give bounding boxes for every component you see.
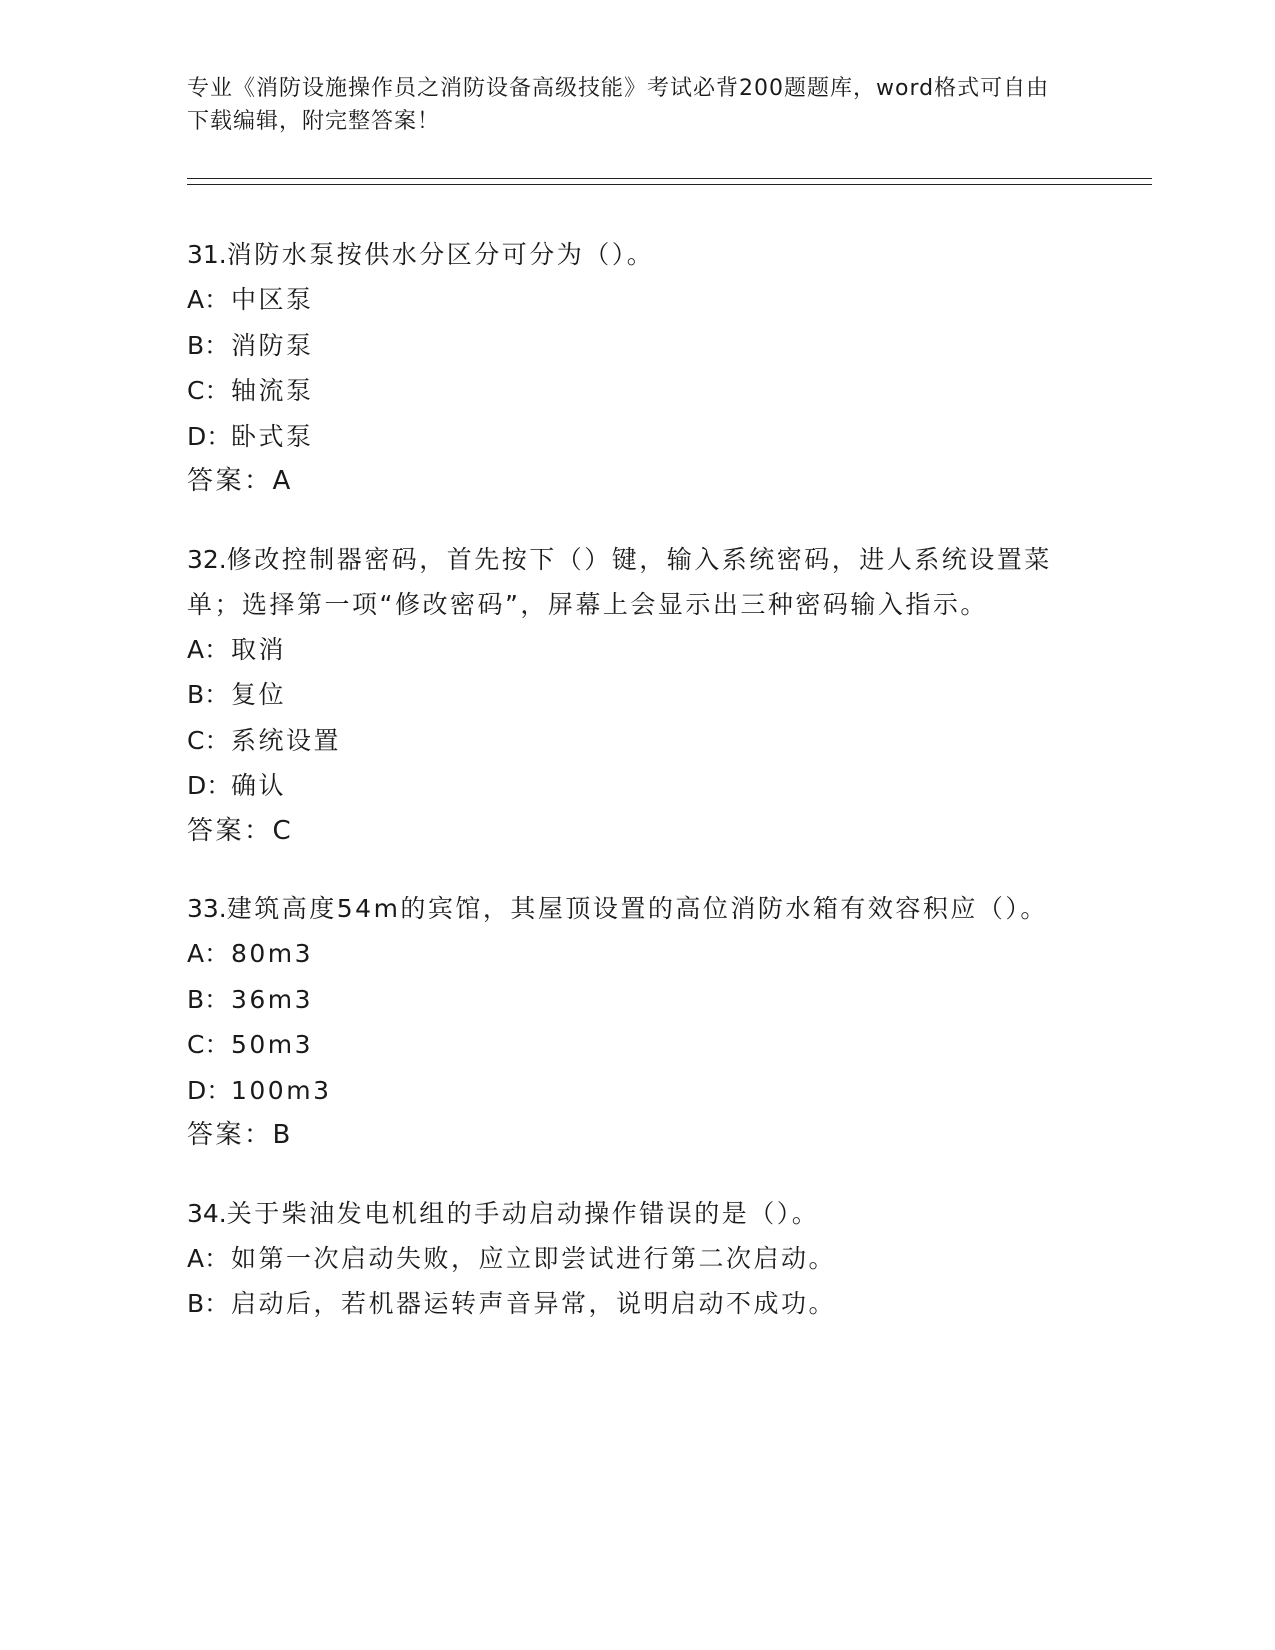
option-d xyxy=(187,763,1087,809)
question-text: 修改控制器密码，首先按下（）键，输入系统密码，进人系统设置菜单；选择第一项“修改密码”，屏幕上会显示出三种密码输入指示。 xyxy=(187,544,1052,619)
option-letter: C： xyxy=(187,1030,230,1059)
option-letter: A： xyxy=(187,634,230,664)
answer-line xyxy=(187,1113,1087,1159)
option-c xyxy=(187,718,1087,764)
answer-line xyxy=(187,459,1087,505)
question-32 xyxy=(187,537,1087,855)
option-letter: C： xyxy=(187,725,230,755)
question-text: 消防水泵按供水分区分可分为（）。 xyxy=(226,240,655,269)
question-stem xyxy=(187,537,1087,627)
option-text: 80m3 xyxy=(231,939,314,968)
option-b xyxy=(187,1281,1087,1327)
option-text: 如第一次启动失败，应立即尝试进行第二次启动。 xyxy=(231,1243,837,1273)
option-letter: D： xyxy=(187,1075,232,1105)
option-text: 取消 xyxy=(231,634,287,664)
option-letter: B： xyxy=(187,330,230,360)
option-text: 确认 xyxy=(231,771,287,800)
option-letter: A： xyxy=(187,939,230,968)
question-number: 33. xyxy=(187,894,227,923)
option-a xyxy=(187,277,1087,323)
answer-label: 答案： xyxy=(187,466,273,496)
option-d xyxy=(187,414,1087,460)
option-text: 50m3 xyxy=(231,1030,314,1059)
header-divider-top xyxy=(187,178,1152,179)
option-letter: A： xyxy=(187,285,230,314)
option-text: 卧式泵 xyxy=(231,421,314,451)
option-text: 轴流泵 xyxy=(231,376,314,405)
option-letter: A： xyxy=(187,1243,230,1273)
answer-value: A xyxy=(272,466,291,496)
option-text: 复位 xyxy=(231,680,287,709)
question-stem xyxy=(187,232,1087,277)
option-text: 系统设置 xyxy=(231,725,342,755)
question-number: 34. xyxy=(187,1198,227,1228)
question-33 xyxy=(187,886,1087,1159)
option-b xyxy=(187,672,1087,718)
option-text: 中区泵 xyxy=(231,285,314,314)
option-text: 100m3 xyxy=(231,1075,332,1105)
option-c xyxy=(187,368,1087,414)
question-list xyxy=(187,232,1087,1359)
option-text: 36m3 xyxy=(231,984,314,1014)
answer-value: C xyxy=(272,815,291,846)
question-text: 关于柴油发电机组的手动启动操作错误的是（）。 xyxy=(226,1198,820,1228)
document-header: 专业《消防设施操作员之消防设备高级技能》考试必背200题题库，word格式可自由下载编辑，附完整答案！ xyxy=(187,76,1050,134)
answer-label: 答案： xyxy=(187,815,273,846)
option-text: 消防泵 xyxy=(231,330,314,360)
question-number: 32. xyxy=(187,544,227,574)
option-b xyxy=(187,977,1087,1023)
option-c xyxy=(187,1022,1087,1068)
answer-line xyxy=(187,809,1087,855)
option-letter: B： xyxy=(187,984,230,1014)
question-text: 建筑高度54m的宾馆，其屋顶设置的高位消防水箱有效容积应（）。 xyxy=(226,894,1048,923)
question-34 xyxy=(187,1191,1087,1327)
option-letter: D： xyxy=(187,771,232,800)
question-31 xyxy=(187,232,1087,505)
option-b xyxy=(187,323,1087,369)
header-divider-bottom xyxy=(187,184,1152,185)
option-text: 启动后，若机器运转声音异常，说明启动不成功。 xyxy=(231,1289,837,1318)
option-letter: B： xyxy=(187,680,230,709)
answer-label: 答案： xyxy=(187,1120,273,1150)
option-letter: D： xyxy=(187,421,232,451)
question-number: 31. xyxy=(187,240,227,269)
option-a xyxy=(187,1236,1087,1282)
question-stem xyxy=(187,886,1087,931)
option-d xyxy=(187,1068,1087,1114)
question-stem xyxy=(187,1191,1087,1236)
option-a xyxy=(187,627,1087,673)
option-letter: C： xyxy=(187,376,230,405)
answer-value: B xyxy=(272,1120,291,1150)
option-letter: B： xyxy=(187,1289,230,1318)
option-a xyxy=(187,931,1087,977)
